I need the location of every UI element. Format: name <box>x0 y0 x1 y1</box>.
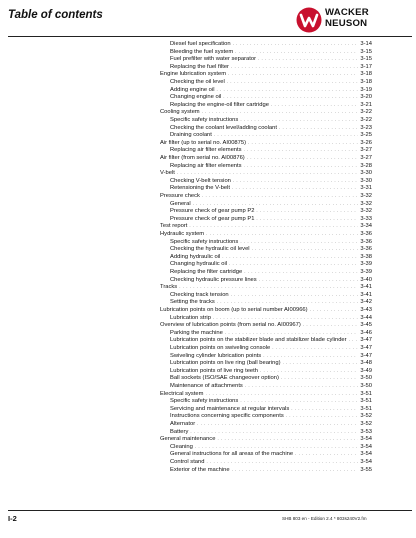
toc-entry-page: 3-49 <box>360 367 372 374</box>
logo-word-neuson: NEUSON <box>325 18 368 29</box>
toc-entry-title: Checking the hydraulic oil level <box>170 246 250 253</box>
toc-entry[interactable] <box>170 131 372 139</box>
toc-entry-page: 3-44 <box>360 314 372 321</box>
toc-entry[interactable] <box>170 344 372 352</box>
toc-entry-page: 3-45 <box>360 322 372 329</box>
toc-entry-title: Replacing the fuel filter <box>170 63 229 70</box>
toc-entry-page: 3-53 <box>360 428 372 435</box>
toc-entry-page: 3-33 <box>360 215 372 222</box>
toc-entry[interactable] <box>170 443 372 451</box>
toc-entry[interactable] <box>170 55 372 63</box>
toc-entry-title: Engine lubrication system <box>160 71 227 78</box>
toc-entry-page: 3-34 <box>360 223 372 230</box>
toc-entry-title: Control stand <box>170 459 205 465</box>
toc-entry-title: Air filter (up to serial no. AI00875) <box>160 139 247 146</box>
toc-entry[interactable] <box>170 412 372 420</box>
toc-entry-page: 3-23 <box>360 124 372 131</box>
toc-entry-title: Lubrication points on swiveling console <box>170 345 271 351</box>
logo-word-wacker: WACKER <box>325 7 369 18</box>
toc-entry[interactable] <box>170 184 372 192</box>
toc-entry-page: 3-46 <box>360 329 372 336</box>
toc-entry-title: Checking V-belt tension <box>170 177 231 184</box>
toc-entry[interactable] <box>170 162 372 170</box>
toc-entry-page: 3-26 <box>360 139 372 146</box>
toc-entry-page: 3-14 <box>360 41 372 47</box>
toc-entry-page: 3-50 <box>360 383 372 389</box>
toc-entry-page: 3-50 <box>360 375 372 382</box>
toc-entry[interactable] <box>170 329 372 337</box>
toc-entry-page: 3-19 <box>360 86 372 93</box>
toc-entry-title: Lubrication points of live ring teeth <box>170 367 258 374</box>
toc-entry[interactable] <box>170 291 372 299</box>
toc-entry[interactable] <box>170 405 372 413</box>
toc-entry-page: 3-41 <box>360 291 372 298</box>
header-divider <box>8 36 412 37</box>
toc-entry-title: Replacing air filter elements <box>170 147 242 154</box>
wacker-neuson-logo <box>296 6 412 36</box>
toc-entry[interactable] <box>170 352 372 360</box>
toc-entry-title: Cleaning <box>170 443 193 450</box>
toc-entry-page: 3-48 <box>360 360 372 367</box>
toc-entry-title: Diesel fuel specification <box>170 41 231 47</box>
toc-entry-page: 3-51 <box>360 390 372 397</box>
toc-entry-page: 3-51 <box>360 398 372 405</box>
toc-entry-page: 3-22 <box>360 109 372 116</box>
toc-entry[interactable] <box>170 367 372 375</box>
toc-entry-page: 3-36 <box>360 238 372 245</box>
toc-entry[interactable] <box>170 420 372 428</box>
toc-entry[interactable] <box>160 192 372 200</box>
toc-entry-title: Lubrication points on boom (up to serial number AI00966) <box>160 307 308 313</box>
toc-entry-title: Servicing and maintenance at regular intervals <box>170 405 290 412</box>
toc-entry-title: Retensioning the V-belt <box>170 185 230 192</box>
toc-entry-title: Alternator <box>170 421 196 427</box>
toc-entry-title: Checking the coolant level/adding coolant <box>170 124 277 131</box>
toc-entry-title: Adding engine oil <box>170 86 215 93</box>
toc-entry-page: 3-28 <box>360 162 372 169</box>
toc-entry-title: Bleeding the fuel system <box>170 48 234 55</box>
toc-entry[interactable] <box>170 314 372 322</box>
toc-entry-title: Checking hydraulic pressure lines <box>170 276 257 283</box>
toc-entry[interactable] <box>170 215 372 223</box>
toc-entry-page: 3-47 <box>360 345 372 351</box>
toc-entry-title: Pressure check of gear pump P1 <box>170 215 255 222</box>
toc-entry[interactable] <box>160 139 372 147</box>
toc-entry-page: 3-43 <box>360 307 372 313</box>
toc-entry[interactable] <box>170 374 372 382</box>
toc-entry-page: 3-36 <box>360 246 372 253</box>
toc-entry-title: Swiveling cylinder lubrication points <box>170 352 262 359</box>
toc-entry[interactable] <box>160 230 372 238</box>
toc-entry-title: Specific safety instructions <box>170 398 239 405</box>
toc-entry[interactable] <box>170 245 372 253</box>
toc-entry-page: 3-42 <box>360 299 372 306</box>
toc-entry-page: 3-47 <box>360 352 372 359</box>
toc-entry[interactable] <box>160 321 372 329</box>
toc-entry-page: 3-22 <box>360 117 372 123</box>
toc-entry[interactable] <box>170 359 372 367</box>
toc-entry-page: 3-18 <box>360 71 372 78</box>
toc-entry-page: 3-32 <box>360 193 372 199</box>
toc-dot-leader <box>232 466 359 475</box>
toc-entry-title: Overview of lubrication points (from serial no. AI00967) <box>160 322 301 329</box>
toc-entry-title: Hydraulic system <box>160 231 205 237</box>
toc-entry[interactable] <box>170 298 372 306</box>
toc-entry-page: 3-52 <box>360 413 372 420</box>
toc-entry-page: 3-30 <box>360 170 372 177</box>
toc-entry[interactable] <box>170 86 372 94</box>
toc-entry[interactable] <box>160 169 372 177</box>
toc-entry[interactable] <box>170 397 372 405</box>
toc-entry-title: Draining coolant <box>170 132 212 139</box>
toc-entry-page: 3-52 <box>360 421 372 427</box>
toc-entry[interactable] <box>170 382 372 390</box>
toc-entry[interactable] <box>170 177 372 185</box>
toc-entry[interactable] <box>170 238 372 246</box>
toc-entry-title: Fuel prefilter with water separator <box>170 56 257 63</box>
toc-entry-title: General <box>170 200 191 207</box>
toc-entry-page: 3-32 <box>360 200 372 207</box>
toc-entry[interactable] <box>170 336 372 344</box>
toc-entry-page: 3-54 <box>360 443 372 450</box>
toc-entry[interactable] <box>160 283 372 291</box>
toc-entry-title: Lubrication points on the stabilizer blade and stabilizer blade cylinder <box>170 337 347 344</box>
toc-entry[interactable] <box>170 207 372 215</box>
toc-entry[interactable] <box>170 260 372 268</box>
toc-entry-page: 3-32 <box>360 208 372 215</box>
toc-entry-title: Specific safety instructions <box>170 117 239 123</box>
toc-entry-title: Exterior of the machine <box>170 466 230 473</box>
wacker-neuson-logo-icon <box>296 7 322 33</box>
toc-entry[interactable] <box>160 435 372 443</box>
toc-entry[interactable] <box>170 116 372 124</box>
toc-entry-title: Electrical system <box>160 390 204 397</box>
toc-entry[interactable] <box>170 428 372 436</box>
toc-entry[interactable] <box>170 276 372 284</box>
toc-entry-page: 3-30 <box>360 177 372 184</box>
toc-entry[interactable] <box>170 200 372 208</box>
toc-entry-page: 3-41 <box>360 284 372 291</box>
toc-entry-page: 3-40 <box>360 276 372 283</box>
toc-entry[interactable] <box>160 108 372 116</box>
toc-entry-title: Replacing air filter elements <box>170 162 242 169</box>
toc-entry-title: Pressure check <box>160 193 200 199</box>
toc-entry-page: 3-51 <box>360 405 372 412</box>
logo-wordmark <box>325 7 369 29</box>
toc-entry-title: Lubrication points on live ring (ball bearing) <box>170 360 281 367</box>
toc-entry-title: V-belt <box>160 170 175 177</box>
page-title: Table of contents <box>8 9 103 21</box>
toc-entry[interactable] <box>170 124 372 132</box>
toc-entry-page: 3-47 <box>360 337 372 344</box>
toc-entry-page: 3-17 <box>360 63 372 70</box>
toc-entry-title: Checking track tension <box>170 291 229 298</box>
toc-entry[interactable] <box>170 450 372 458</box>
toc-entry-page: 3-36 <box>360 231 372 237</box>
toc-entry-title: Battery <box>170 428 189 435</box>
toc-entry-page: 3-27 <box>360 147 372 154</box>
toc-entry[interactable] <box>170 78 372 86</box>
toc-entry-title: Changing hydraulic oil <box>170 261 228 268</box>
toc-entry[interactable] <box>160 154 372 162</box>
toc-entry[interactable] <box>170 146 372 154</box>
toc-entry[interactable] <box>170 253 372 261</box>
footer-divider <box>8 510 412 511</box>
toc-entry-page: 3-25 <box>360 132 372 139</box>
toc-entry-title: Changing engine oil <box>170 94 222 101</box>
toc-entry-page: 3-27 <box>360 155 372 161</box>
page-number: I-2 <box>8 514 17 523</box>
toc-entry-page: 3-21 <box>360 101 372 108</box>
toc-entry-page: 3-39 <box>360 261 372 268</box>
toc-entry-title: General instructions for all areas of the machine <box>170 451 294 458</box>
toc-entry[interactable] <box>170 48 372 56</box>
toc-entry[interactable] <box>170 93 372 101</box>
toc-entry-title: Instructions concerning specific components <box>170 413 284 420</box>
toc-entry-title: Replacing the engine-oil filter cartridge <box>170 101 269 108</box>
toc-entry[interactable] <box>170 101 372 109</box>
toc-entry-title: Cooling system <box>160 109 200 116</box>
toc-entry-page: 3-15 <box>360 56 372 63</box>
toc-entry[interactable] <box>170 40 372 48</box>
toc-entry-title: Adding hydraulic oil <box>170 253 221 260</box>
toc-entry[interactable] <box>160 222 372 230</box>
toc-entry-page: 3-54 <box>360 436 372 443</box>
toc-entry[interactable] <box>160 306 372 314</box>
toc-entry-title: General maintenance <box>160 436 216 443</box>
toc-entry-page: 3-54 <box>360 451 372 458</box>
toc-entry-page: 3-54 <box>360 459 372 465</box>
toc-entry-page: 3-38 <box>360 253 372 260</box>
toc-entry[interactable] <box>160 390 372 398</box>
toc-entry-page: 3-55 <box>360 466 372 473</box>
toc-entry-title: Setting the tracks <box>170 299 215 306</box>
toc-entry-title: Specific safety instructions <box>170 238 239 245</box>
toc-entry-title: Test report <box>160 223 188 230</box>
toc-entry[interactable] <box>170 466 372 474</box>
page-header <box>0 0 416 36</box>
toc-entry[interactable] <box>170 458 372 466</box>
toc-entry-title: Maintenance of attachments <box>170 383 243 389</box>
toc-entry-title: Replacing the filter cartridge <box>170 269 243 275</box>
toc-entry-title: Lubrication strip <box>170 314 211 321</box>
toc-entry-page: 3-18 <box>360 79 372 85</box>
toc-entry-title: Air filter (from serial no. AI00876) <box>160 155 245 161</box>
toc-entry-title: Parking the machine <box>170 329 223 336</box>
toc-entry-page: 3-15 <box>360 48 372 55</box>
toc-entry[interactable] <box>170 268 372 276</box>
toc-entry-page: 3-20 <box>360 94 372 101</box>
toc-entry-page: 3-31 <box>360 185 372 192</box>
toc-entry[interactable] <box>160 70 372 78</box>
toc-entry[interactable] <box>170 63 372 71</box>
toc-entry-title: Tracks <box>160 284 178 291</box>
toc-entry-title: Pressure check of gear pump P2 <box>170 208 255 215</box>
toc-entry-title: Ball sockets (ISO/SAE changeover option) <box>170 375 279 382</box>
document-reference: SHB 803 en - Edition 2.4 * 803s240V2.fm <box>282 516 367 521</box>
toc-entry-title: Checking the oil level <box>170 79 225 85</box>
toc-entry-page: 3-39 <box>360 269 372 275</box>
